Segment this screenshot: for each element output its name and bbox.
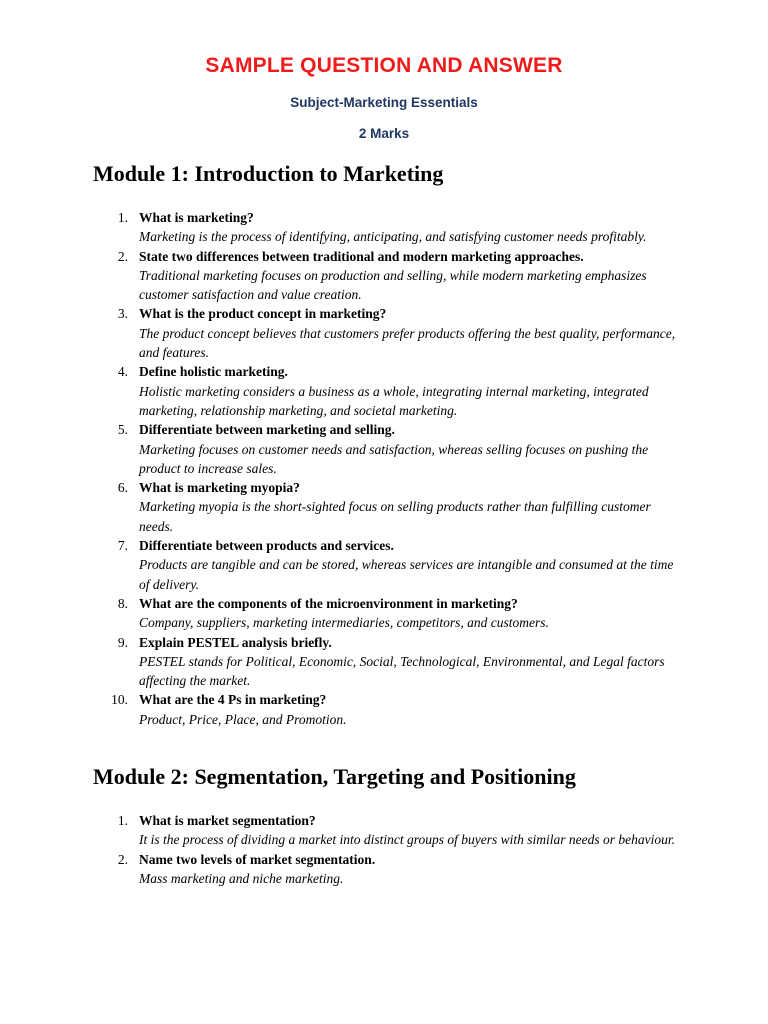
question-text: What are the 4 Ps in marketing? [139, 692, 327, 708]
list-item [0, 420, 679, 478]
list-item [0, 811, 679, 850]
module-1-question-list [0, 208, 768, 729]
answer-text: PESTEL stands for Political, Economic, Social, Technological, Environmental, and Legal factors affecting the market. [139, 653, 665, 689]
document-subject: Subject-Marketing Essentials [290, 95, 478, 110]
answer-text: Marketing is the process of identifying, anticipating, and satisfying customer needs profitably. [139, 229, 647, 245]
question-text: What are the components of the microenvironment in marketing? [139, 595, 518, 611]
answer-text: It is the process of dividing a market into distinct groups of buyers with similar needs or behaviour. [139, 832, 675, 848]
answer-text: The product concept believes that customers prefer products offering the best quality, performance, and features. [139, 325, 676, 361]
answer-text: Product, Price, Place, and Promotion. [139, 711, 347, 727]
question-number: 10. [111, 692, 128, 708]
document-title: SAMPLE QUESTION AND ANSWER [205, 54, 563, 77]
list-item [0, 633, 679, 691]
question-text: What is market segmentation? [139, 813, 316, 828]
question-number: 2. [117, 248, 128, 264]
question-number: 8. [117, 595, 128, 611]
question-number: 1. [117, 813, 128, 828]
question-number: 4. [117, 364, 128, 380]
question-text: What is the product concept in marketing? [139, 306, 387, 322]
question-text: Differentiate between marketing and selling. [139, 422, 395, 438]
question-number: 2. [117, 851, 128, 867]
answer-text: Traditional marketing focuses on production and selling, while modern marketing emphasizes customer satisfaction and value creation. [139, 267, 647, 303]
document-marks: 2 Marks [358, 126, 410, 141]
question-text: Explain PESTEL analysis briefly. [139, 634, 332, 650]
module-2-heading: Module 2: Segmentation, Targeting and Positioning [93, 764, 576, 789]
question-text: What is marketing? [139, 210, 254, 225]
answer-text: Marketing myopia is the short-sighted focus on selling products rather than fulfilling customer needs. [139, 499, 651, 534]
module-2-question-list [0, 811, 768, 888]
list-item [0, 690, 679, 729]
question-number: 6. [117, 480, 128, 496]
question-number: 3. [117, 306, 128, 322]
answer-text: Marketing focuses on customer needs and satisfaction, whereas selling focuses on pushing the product to increase sales. [139, 441, 649, 476]
question-number: 7. [117, 538, 128, 554]
list-item [0, 536, 679, 594]
list-item [0, 304, 679, 362]
question-text: State two differences between traditional and modern marketing approaches. [139, 248, 584, 264]
question-text: What is marketing myopia? [139, 480, 300, 496]
question-text: Differentiate between products and services. [139, 538, 394, 554]
question-number: 5. [117, 422, 128, 438]
question-text: Define holistic marketing. [139, 364, 288, 380]
answer-text: Mass marketing and niche marketing. [139, 870, 344, 886]
list-item [0, 850, 679, 889]
answer-text: Company, suppliers, marketing intermediaries, competitors, and customers. [139, 615, 549, 631]
question-text: Name two levels of market segmentation. [139, 851, 376, 867]
answer-text: Products are tangible and can be stored, whereas services are intangible and consumed at the time of delivery. [139, 557, 674, 592]
question-number: 1. [117, 210, 128, 225]
list-item [0, 247, 679, 305]
list-item [0, 594, 679, 633]
answer-text: Holistic marketing considers a business as a whole, integrating internal marketing, integrated marketing, relationship marketing, and societal marketing. [139, 383, 649, 418]
list-item [0, 208, 679, 247]
question-number: 9. [117, 634, 128, 650]
module-1-heading: Module 1: Introduction to Marketing [93, 161, 444, 186]
list-item [0, 362, 679, 420]
list-item [0, 478, 679, 536]
